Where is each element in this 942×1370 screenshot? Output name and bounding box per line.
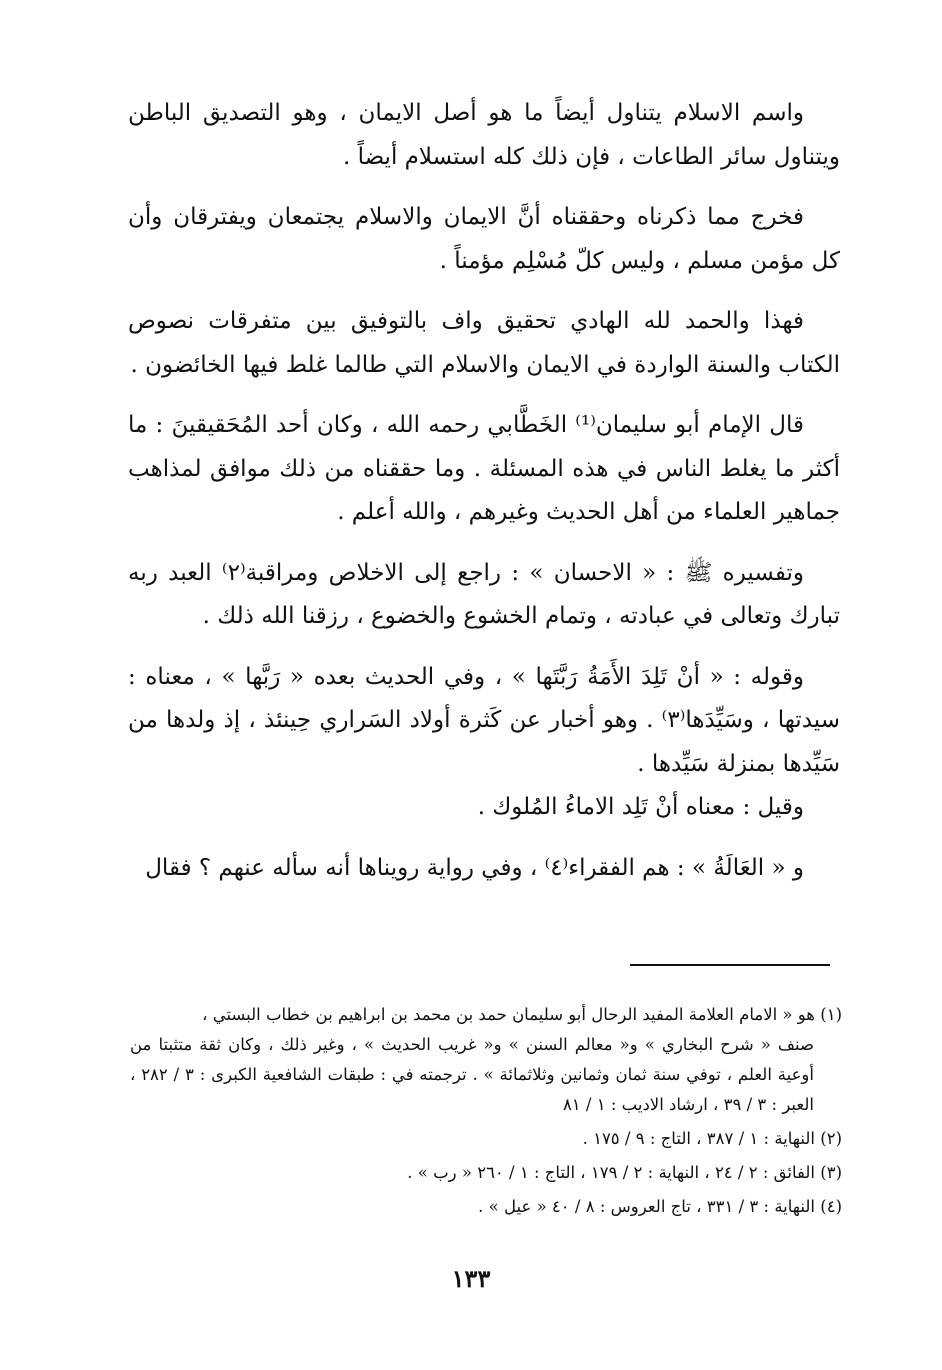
footnote-divider [630, 964, 830, 966]
footnote-1-lead: (١) هو « الامام العلامة المفيد الرحال أبو سليمان حمد بن محمد بن ابراهيم بن خطاب البستي ، [202, 1005, 842, 1024]
paragraph-conclusion: فخرج مما ذكرناه وحققناه أنَّ الايمان والاسلام يجتمعان ويفترقان وأن كل مؤمن مسلم ، وليس كلّ مُسْلِم مؤمناً . [128, 204, 840, 274]
paragraph-aalah: و « العَالَةُ » : هم الفقراء⁽٤⁾ ، وفي رواية رويناها أنه سأله عنهم ؟ فقال [145, 854, 804, 881]
paragraph-reconciliation: فهذا والحمد لله الهادي تحقيق واف بالتوفيق بين متفرقات نصوص الكتاب والسنة الواردة في الايمان والاسلام التي طالما غلط فيها الخائضون . [128, 308, 840, 378]
footnote-1-continuation: صنف « شرح البخاري » و« معالم السنن » و« غريب الحديث » ، وغير ذلك ، وكان ثقة متثبتا من أوعية العلم ، توفي سنة ثمان وثمانين وثلاثمائة » . ترجمته في : طبقات الشافعية الكبرى : ٣ / ٢٨٢ ، العبر : ٣ / ٣٩ ، ارشاد الاديب : ١ / ٨١ [130, 1035, 814, 1114]
footnote-3-text: (٣) الفائق : ٢ / ٢٤ ، النهاية : ٢ / ١٧٩ ، التاج : ١ / ٢٦٠ « رب » . [407, 1163, 842, 1182]
footnote-4-text: (٤) النهاية : ٣ / ٣٣١ ، تاج العروس : ٨ / ٤٠ « عيل » . [478, 1197, 842, 1216]
paragraph-amah: وقوله : « أنْ تَلِدَ الأَمَةُ رَبَّتَها » ، وفي الحديث بعده « رَبَّها » ، معناه : سيدتها ، وسَيِّدَها⁽٣⁾ . وهو أخبار عن كَثرة أولاد السَراري حِينئذ ، إذ ولدها من سَيِّدها بمنزلة سَيِّدها . [128, 663, 840, 777]
paragraph-khattabi-quote: قال الإمام أبو سليمان⁽¹⁾ الخَطَّابي رحمه الله ، وكان أحد المُحَقيقينَ : ما أكثر ما يغلط الناس في هذه المسئلة . وما حققناه من ذلك موافق لمذاهب جماهير العلماء من أهل الحديث وغيرهم ، والله أعلم . [128, 412, 840, 525]
page-number: ١٣٣ [451, 1264, 491, 1293]
paragraph-islam-definition: واسم الاسلام يتناول أيضاً ما هو أصل الايمان ، وهو التصديق الباطن ويتناول سائر الطاعات ، فإن ذلك كله استسلام أيضاً . [128, 100, 840, 170]
footnote-2-text: (٢) النهاية : ١ / ٣٨٧ ، التاج : ٩ / ١٧٥ . [582, 1129, 842, 1148]
footnote-1 [130, 1000, 842, 1120]
footnote-3 [130, 1158, 842, 1188]
paragraph-alternate-meaning: وقيل : معناه أنْ تَلِد الاماءُ المُلوك . [477, 794, 804, 820]
paragraph-ihsan: وتفسيره ﷺ : « الاحسان » : راجع إلى الاخلاص ومراقبة⁽٢⁾ العبد ربه تبارك وتعالى في عبادته ، وتمام الخشوع والخضوع ، رزقنا الله ذلك . [128, 559, 840, 629]
main-text [128, 92, 840, 890]
footnote-2 [130, 1124, 842, 1154]
footnotes [130, 1000, 842, 1226]
footnote-4 [130, 1192, 842, 1222]
